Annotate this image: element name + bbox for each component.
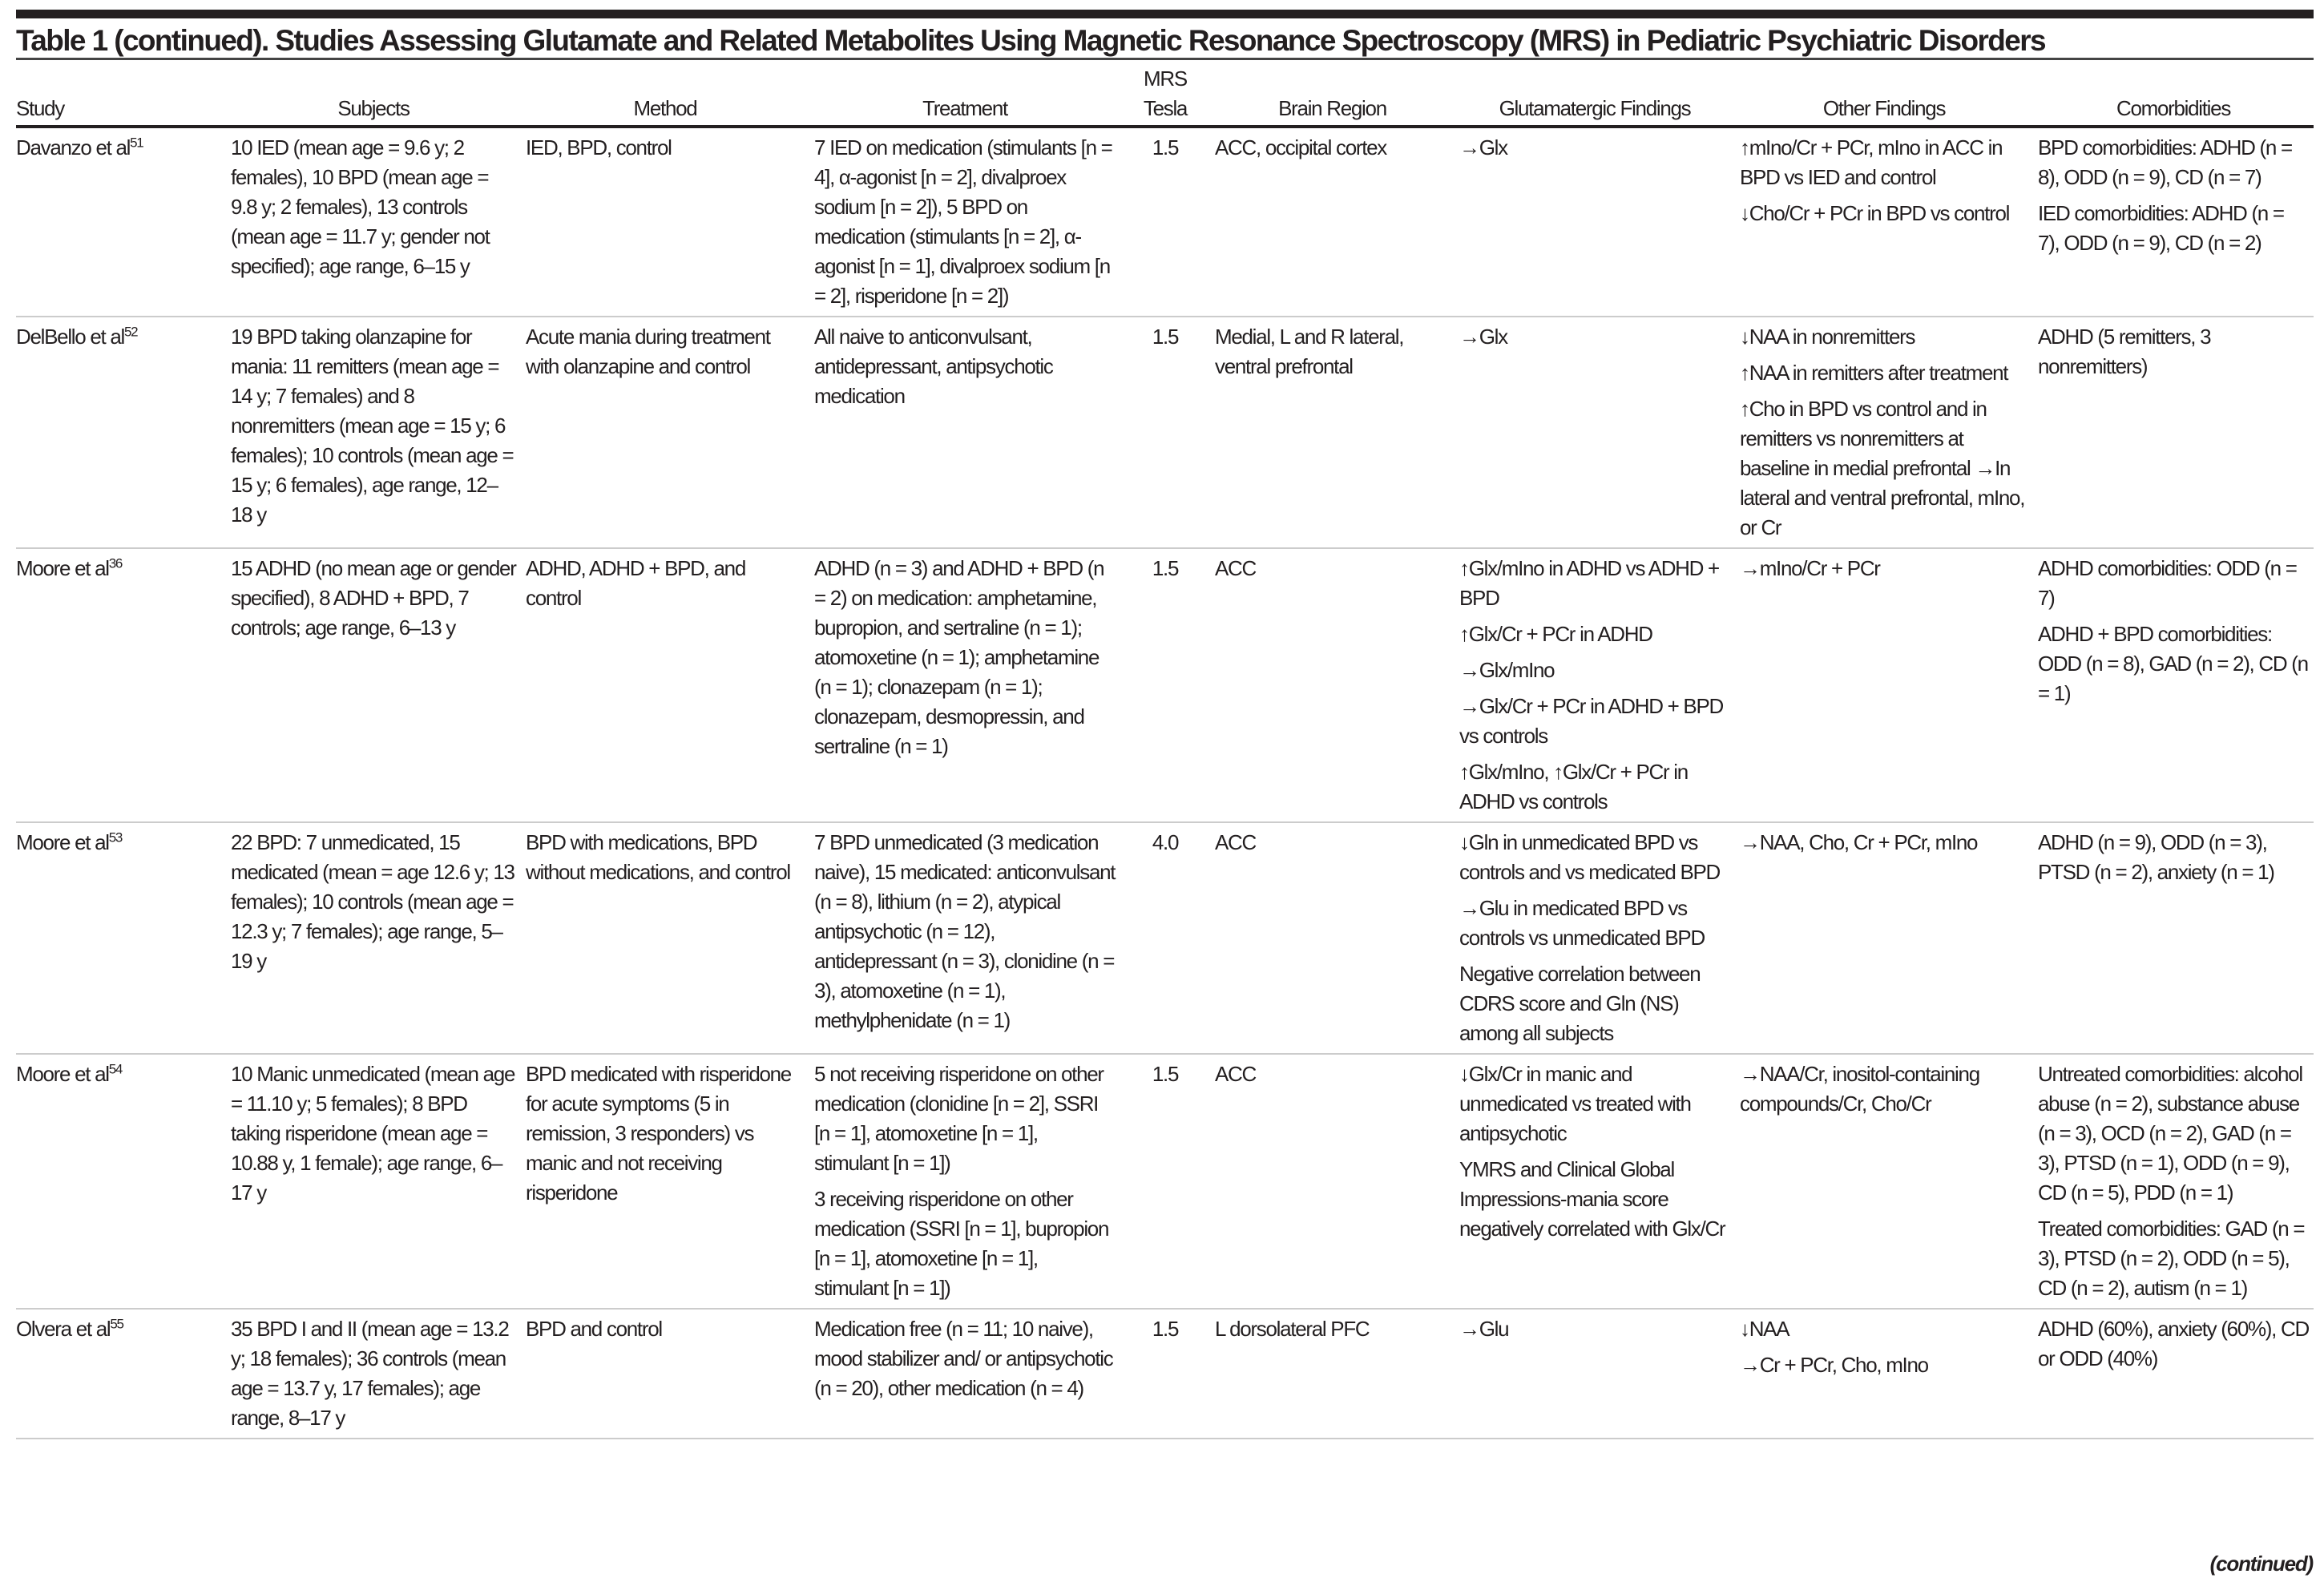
cell-method [521,548,809,822]
cell-study [16,1309,226,1439]
cell-glut [1455,1309,1735,1439]
comorb-paragraph: IED comorbidities: ADHD (n = 7), ODD (n = 9), CD (n = 2) [2038,201,2284,255]
subjects-paragraph: 15 ADHD (no mean age or gender specified), 8 ADHD + BPD, 7 controls; age range, 6–13 y [231,556,516,640]
cell-glut [1455,548,1735,822]
other-paragraph: ↓Cho/Cr + PCr in BPD vs control [1740,201,2010,225]
cell-comorb [2033,822,2314,1054]
table-title: Table 1 (continued). Studies Assessing Glutamate and Related Metabolites Using Magnetic Resonance Spectroscopy (MRS) in Pediatric Psychiatric Disorders [16,24,2046,57]
cell-glut [1455,1054,1735,1309]
subjects-paragraph: 10 Manic unmedicated (mean age = 11.10 y; 5 females); 8 BPD taking risperidone (mean age = 10.88 y, 1 female); age range, 6–17 y [231,1062,515,1205]
comorb-paragraph: Untreated comorbidities: alcohol abuse (n = 2), substance abuse (n = 3), OCD (n = 2), GAD (n = 3), PTSD (n = 1), ODD (n = 9), CD (n = 5), PDD (n = 1) [2038,1062,2302,1205]
cell-other [1735,127,2033,317]
cell-glut [1455,317,1735,548]
method-paragraph: BPD with medications, BPD without medications, and control [526,830,790,884]
header-tesla [1120,64,1210,127]
glut-paragraph: →Glu [1459,1317,1509,1341]
glut-paragraph: ↑Glx/Cr + PCr in ADHD [1459,622,1652,646]
cell-other [1735,1054,2033,1309]
reference-number: 53 [108,829,123,845]
reference-number: 55 [110,1316,123,1332]
cell-study [16,1054,226,1309]
cell-treatment [809,1054,1120,1309]
cell-comorb [2033,127,2314,317]
glut-paragraph: YMRS and Clinical Global Impressions-mania score negatively correlated with Glx/Cr [1459,1157,1725,1241]
cell-other [1735,317,2033,548]
cell-comorb [2033,548,2314,822]
cell-method [521,317,809,548]
region-paragraph: Medial, L and R lateral, ventral prefrontal [1215,325,1404,378]
cell-tesla: 4.0 [1120,822,1210,1054]
reference-number: 54 [108,1061,123,1077]
cell-subjects [226,822,521,1054]
glut-paragraph: →Glx/mIno [1459,658,1555,682]
header-subjects: Subjects [226,64,521,127]
cell-region [1210,822,1455,1054]
header-comorb: Comorbidities [2033,64,2314,127]
treatment-paragraph: 7 IED on medication (stimulants [n = 4], α-agonist [n = 2], divalproex sodium [n = 2]), 5 BPD on medication (stimulants [n = 2], α-agonist [n = 1], divalproex sodium [n = 2], risperidone [n = 2]) [814,135,1112,308]
cell-other [1735,1309,2033,1439]
study-name: Moore et al [16,830,109,854]
top-rule [16,10,2314,18]
reference-number: 51 [130,135,143,151]
method-paragraph: IED, BPD, control [526,135,672,159]
header-region: Brain Region [1210,64,1455,127]
cell-tesla: 1.5 [1120,127,1210,317]
header-treatment: Treatment [809,64,1120,127]
treatment-paragraph: 3 receiving risperidone on other medication (SSRI [n = 1], bupropion [n = 1], atomoxetine [n = 1], stimulant [n = 1]) [814,1187,1109,1300]
cell-region [1210,1054,1455,1309]
comorb-paragraph: Treated comorbidities: GAD (n = 3), PTSD (n = 2), ODD (n = 5), CD (n = 2), autism (n = 1) [2038,1217,2305,1300]
subjects-paragraph: 22 BPD: 7 unmedicated, 15 medicated (mean = age 12.6 y; 13 females); 10 controls (mean age = 12.3 y; 7 females); age range, 5–19 y [231,830,514,973]
region-paragraph: ACC, occipital cortex [1215,135,1387,159]
cell-region [1210,1309,1455,1439]
cell-tesla: 1.5 [1120,548,1210,822]
method-paragraph: Acute mania during treatment with olanzapine and control [526,325,770,378]
study-name: Moore et al [16,556,109,580]
cell-subjects [226,127,521,317]
treatment-paragraph: Medication free (n = 11; 10 naive), mood stabilizer and/ or antipsychotic (n = 20), other medication (n = 4) [814,1317,1113,1400]
region-paragraph: ACC [1215,556,1256,580]
cell-other [1735,548,2033,822]
header-other: Other Findings [1735,64,2033,127]
glut-paragraph: ↑Glx/mIno in ADHD vs ADHD + BPD [1459,556,1719,610]
study-name: Olvera et al [16,1317,111,1341]
header-method: Method [521,64,809,127]
cell-method [521,822,809,1054]
glut-paragraph: ↓Gln in unmedicated BPD vs controls and vs medicated BPD [1459,830,1721,884]
treatment-paragraph: All naive to anticonvulsant, antidepressant, antipsychotic medication [814,325,1053,408]
study-name: Davanzo et al [16,135,131,159]
comorb-paragraph: ADHD (5 remitters, 3 nonremitters) [2038,325,2211,378]
treatment-paragraph: ADHD (n = 3) and ADHD + BPD (n = 2) on medication: amphetamine, bupropion, and sertraline (n = 1); atomoxetine (n = 1); amphetamine (n = 1); clonazepam (n = 1); clonazepam, desmopressin, and sertraline (n = 1) [814,556,1104,758]
other-paragraph: ↓NAA [1740,1317,1789,1341]
method-paragraph: BPD medicated with risperidone for acute symptoms (5 in remission, 3 responders) vs manic and not receiving risperidone [526,1062,791,1205]
table-row [16,822,2314,1054]
cell-treatment [809,1309,1120,1439]
cell-region [1210,127,1455,317]
table-row [16,1309,2314,1439]
cell-glut [1455,127,1735,317]
table-row [16,1054,2314,1309]
glut-paragraph: →Glu in medicated BPD vs controls vs unmedicated BPD [1459,896,1705,950]
cell-treatment [809,317,1120,548]
cell-region [1210,548,1455,822]
study-name: DelBello et al [16,325,124,349]
other-paragraph: →mIno/Cr + PCr [1740,556,1880,580]
cell-study [16,822,226,1054]
reference-number: 36 [108,555,123,571]
studies-table [16,64,2314,1439]
other-paragraph: →NAA, Cho, Cr + PCr, mIno [1740,830,1978,854]
other-paragraph: ↑NAA in remitters after treatment [1740,361,2008,385]
other-paragraph: →Cr + PCr, Cho, mIno [1740,1353,1928,1377]
glut-paragraph: →Glx [1459,135,1507,159]
treatment-paragraph: 7 BPD unmedicated (3 medication naive), 15 medicated: anticonvulsant (n = 8), lithium (n = 2), atypical antipsychotic (n = 12), antidepressant (n = 3), clonidine (n = 3), atomoxetine (n = 1), methylphenidate (n = 1) [814,830,1116,1032]
cell-other [1735,822,2033,1054]
comorb-paragraph: ADHD comorbidities: ODD (n = 7) [2038,556,2297,610]
comorb-paragraph: ADHD (60%), anxiety (60%), CD or ODD (40%) [2038,1317,2309,1370]
reference-number: 52 [124,324,138,340]
cell-treatment [809,822,1120,1054]
cell-study [16,127,226,317]
other-paragraph: ↑Cho in BPD vs control and in remitters vs nonremitters at baseline in medial prefrontal →In lateral and ventral prefrontal, mIno, or Cr [1740,397,2025,539]
glut-paragraph: ↑Glx/mIno, ↑Glx/Cr + PCr in ADHD vs controls [1459,760,1688,813]
cell-tesla: 1.5 [1120,1309,1210,1439]
header-row [16,64,2314,127]
cell-study [16,317,226,548]
table-row [16,548,2314,822]
cell-tesla: 1.5 [1120,317,1210,548]
treatment-paragraph: 5 not receiving risperidone on other medication (clonidine [n = 2], SSRI [n = 1], atomoxetine [n = 1], stimulant [n = 1]) [814,1062,1103,1175]
region-paragraph: L dorsolateral PFC [1215,1317,1370,1341]
header-glut: Glutamatergic Findings [1455,64,1735,127]
comorb-paragraph: ADHD + BPD comorbidities: ODD (n = 8), GAD (n = 2), CD (n = 1) [2038,622,2308,705]
subjects-paragraph: 10 IED (mean age = 9.6 y; 2 females), 10 BPD (mean age = 9.8 y; 2 females), 13 controls (mean age = 11.7 y; gender not specified); age range, 6–15 y [231,135,490,278]
comorb-paragraph: BPD comorbidities: ADHD (n = 8), ODD (n = 9), CD (n = 7) [2038,135,2292,189]
subjects-paragraph: 19 BPD taking olanzapine for mania: 11 remitters (mean age = 14 y; 7 females) and 8 nonremitters (mean age = 15 y; 6 females); 10 controls (mean age = 15 y; 6 females), age range, 12–18 y [231,325,514,527]
cell-subjects [226,548,521,822]
continued-note: (continued) [2209,1552,2313,1576]
subjects-paragraph: 35 BPD I and II (mean age = 13.2 y; 18 females); 36 controls (mean age = 13.7 y, 17 females); age range, 8–17 y [231,1317,509,1430]
cell-glut [1455,822,1735,1054]
cell-subjects [226,317,521,548]
table-row [16,127,2314,317]
cell-region [1210,317,1455,548]
cell-subjects [226,1309,521,1439]
cell-comorb [2033,1309,2314,1439]
other-paragraph: ↑mIno/Cr + PCr, mIno in ACC in BPD vs IED and control [1740,135,2003,189]
method-paragraph: BPD and control [526,1317,662,1341]
cell-treatment [809,548,1120,822]
header-study: Study [16,64,226,127]
other-paragraph: ↓NAA in nonremitters [1740,325,1915,349]
study-name: Moore et al [16,1062,109,1086]
header-tesla-line1: MRS [1144,67,1187,91]
cell-tesla: 1.5 [1120,1054,1210,1309]
cell-comorb [2033,1054,2314,1309]
cell-method [521,1054,809,1309]
method-paragraph: ADHD, ADHD + BPD, and control [526,556,745,610]
title-rule [16,58,2314,60]
comorb-paragraph: ADHD (n = 9), ODD (n = 3), PTSD (n = 2), anxiety (n = 1) [2038,830,2274,884]
region-paragraph: ACC [1215,1062,1256,1086]
glut-paragraph: →Glx [1459,325,1507,349]
other-paragraph: →NAA/Cr, inositol-containing compounds/Cr, Cho/Cr [1740,1062,1979,1116]
glut-paragraph: Negative correlation between CDRS score and Gln (NS) among all subjects [1459,962,1701,1045]
table-row [16,317,2314,548]
region-paragraph: ACC [1215,830,1256,854]
cell-comorb [2033,317,2314,548]
header-tesla-line2: Tesla [1143,96,1188,120]
cell-subjects [226,1054,521,1309]
glut-paragraph: →Glx/Cr + PCr in ADHD + BPD vs controls [1459,694,1723,748]
cell-method [521,1309,809,1439]
cell-method [521,127,809,317]
cell-treatment [809,127,1120,317]
cell-study [16,548,226,822]
glut-paragraph: ↓Glx/Cr in manic and unmedicated vs treated with antipsychotic [1459,1062,1691,1145]
